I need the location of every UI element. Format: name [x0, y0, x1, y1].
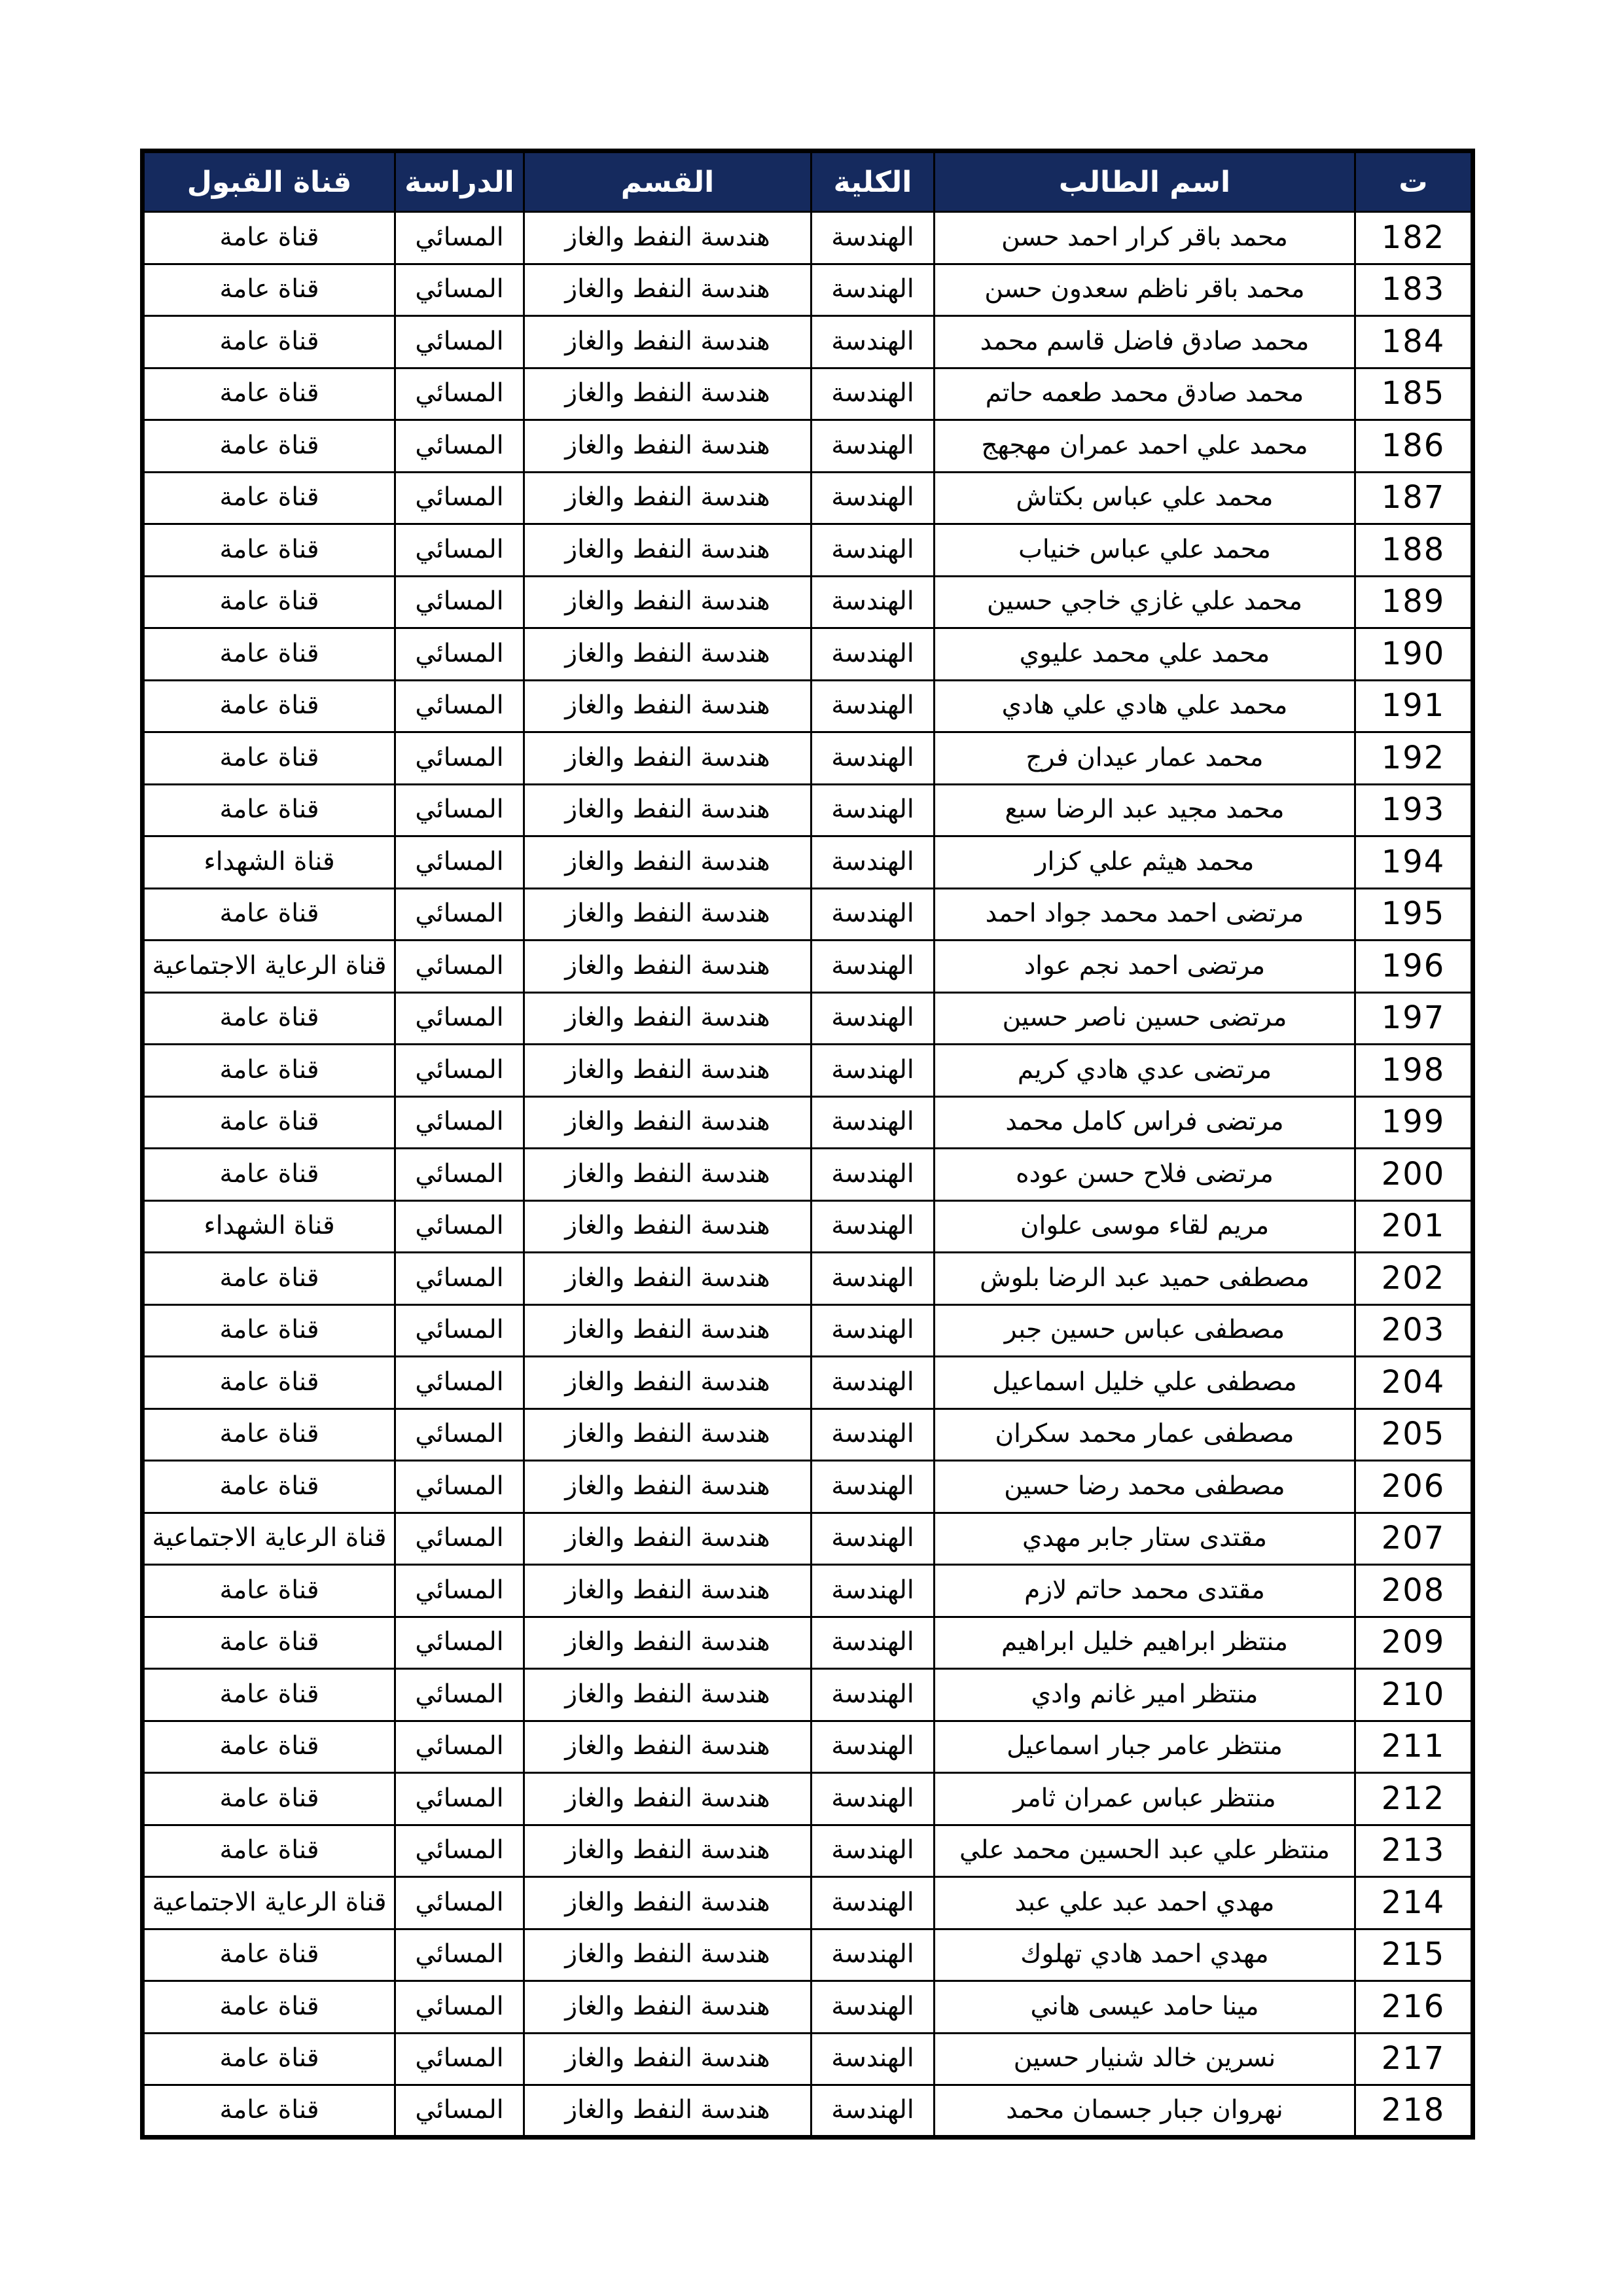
cell-admission-channel: قناة عامة	[143, 1669, 395, 1721]
cell-study: المسائي	[395, 472, 524, 524]
table-row	[143, 888, 1473, 941]
table-row	[143, 1253, 1473, 1305]
cell-department: هندسة النفط والغاز	[524, 1357, 812, 1409]
header-cell-department: القسم	[524, 151, 812, 212]
cell-no: 182	[1355, 212, 1473, 264]
cell-student-name: مهدي احمد هادي تهلوك	[935, 1929, 1355, 1981]
cell-college: الهندسة	[812, 992, 935, 1045]
cell-student-name: محمد علي عباس بكتاش	[935, 472, 1355, 524]
cell-student-name: مرتضى عدي هادي كريم	[935, 1045, 1355, 1097]
cell-study: المسائي	[395, 212, 524, 264]
cell-study: المسائي	[395, 1096, 524, 1149]
cell-no: 205	[1355, 1408, 1473, 1461]
cell-admission-channel: قناة عامة	[143, 1357, 395, 1409]
table-row	[143, 1200, 1473, 1253]
cell-no: 204	[1355, 1357, 1473, 1409]
header-cell-study: الدراسة	[395, 151, 524, 212]
cell-admission-channel: قناة عامة	[143, 368, 395, 420]
cell-no: 192	[1355, 732, 1473, 785]
cell-study: المسائي	[395, 524, 524, 577]
cell-department: هندسة النفط والغاز	[524, 1773, 812, 1825]
header-cell-college: الكلية	[812, 151, 935, 212]
cell-department: هندسة النفط والغاز	[524, 1877, 812, 1929]
cell-no: 214	[1355, 1877, 1473, 1929]
cell-college: الهندسة	[812, 888, 935, 941]
cell-department: هندسة النفط والغاز	[524, 212, 812, 264]
cell-college: الهندسة	[812, 1669, 935, 1721]
cell-department: هندسة النفط والغاز	[524, 1461, 812, 1513]
table-row	[143, 1825, 1473, 1877]
cell-student-name: محمد علي غازي خاجي حسين	[935, 576, 1355, 628]
table-row	[143, 1149, 1473, 1201]
table-row	[143, 1617, 1473, 1669]
table-row	[143, 420, 1473, 473]
cell-department: هندسة النفط والغاز	[524, 1617, 812, 1669]
cell-study: المسائي	[395, 1825, 524, 1877]
table-row	[143, 472, 1473, 524]
cell-no: 200	[1355, 1149, 1473, 1201]
cell-department: هندسة النفط والغاز	[524, 836, 812, 889]
table-row	[143, 368, 1473, 420]
cell-department: هندسة النفط والغاز	[524, 420, 812, 473]
table-row	[143, 1408, 1473, 1461]
table-row	[143, 2033, 1473, 2085]
cell-no: 207	[1355, 1513, 1473, 1565]
cell-admission-channel: قناة عامة	[143, 420, 395, 473]
cell-admission-channel: قناة الرعاية الاجتماعية	[143, 941, 395, 993]
cell-study: المسائي	[395, 1357, 524, 1409]
cell-student-name: محمد عمار عيدان فرج	[935, 732, 1355, 785]
cell-student-name: مصطفى محمد رضا حسين	[935, 1461, 1355, 1513]
cell-student-name: محمد علي عباس خنياب	[935, 524, 1355, 577]
cell-admission-channel: قناة عامة	[143, 1461, 395, 1513]
cell-college: الهندسة	[812, 1408, 935, 1461]
cell-student-name: مرتضى احمد نجم عواد	[935, 941, 1355, 993]
cell-department: هندسة النفط والغاز	[524, 1253, 812, 1305]
cell-student-name: مصطفى عباس حسين جبر	[935, 1304, 1355, 1357]
table-row	[143, 212, 1473, 264]
cell-student-name: نسرين خالد شنيار حسين	[935, 2033, 1355, 2085]
cell-no: 216	[1355, 1981, 1473, 2034]
cell-admission-channel: قناة عامة	[143, 628, 395, 681]
table-row	[143, 316, 1473, 368]
cell-study: المسائي	[395, 1304, 524, 1357]
cell-department: هندسة النفط والغاز	[524, 992, 812, 1045]
cell-no: 193	[1355, 784, 1473, 836]
table-row	[143, 1929, 1473, 1981]
table-row	[143, 1981, 1473, 2034]
cell-college: الهندسة	[812, 576, 935, 628]
cell-department: هندسة النفط والغاز	[524, 1721, 812, 1773]
admission-roster-table	[140, 149, 1475, 2140]
cell-college: الهندسة	[812, 1253, 935, 1305]
cell-no: 206	[1355, 1461, 1473, 1513]
cell-admission-channel: قناة عامة	[143, 1253, 395, 1305]
cell-student-name: مصطفى حميد عبد الرضا بلوش	[935, 1253, 1355, 1305]
cell-college: الهندسة	[812, 316, 935, 368]
cell-no: 186	[1355, 420, 1473, 473]
cell-department: هندسة النفط والغاز	[524, 472, 812, 524]
cell-no: 184	[1355, 316, 1473, 368]
cell-study: المسائي	[395, 1200, 524, 1253]
table-row	[143, 1357, 1473, 1409]
cell-student-name: محمد هيثم علي كزار	[935, 836, 1355, 889]
header-cell-no: ت	[1355, 151, 1473, 212]
cell-college: الهندسة	[812, 1461, 935, 1513]
cell-admission-channel: قناة عامة	[143, 576, 395, 628]
cell-no: 183	[1355, 264, 1473, 316]
cell-no: 218	[1355, 2085, 1473, 2138]
cell-study: المسائي	[395, 1513, 524, 1565]
cell-study: المسائي	[395, 1253, 524, 1305]
cell-student-name: منتظر عامر جبار اسماعيل	[935, 1721, 1355, 1773]
cell-admission-channel: قناة عامة	[143, 888, 395, 941]
cell-admission-channel: قناة الشهداء	[143, 836, 395, 889]
cell-department: هندسة النفط والغاز	[524, 1981, 812, 2034]
table-header-row	[143, 151, 1473, 212]
cell-admission-channel: قناة عامة	[143, 1981, 395, 2034]
cell-student-name: محمد باقر ناظم سعدون حسن	[935, 264, 1355, 316]
table-row	[143, 2085, 1473, 2138]
cell-no: 212	[1355, 1773, 1473, 1825]
cell-admission-channel: قناة عامة	[143, 680, 395, 732]
cell-study: المسائي	[395, 1721, 524, 1773]
cell-no: 187	[1355, 472, 1473, 524]
cell-college: الهندسة	[812, 784, 935, 836]
cell-student-name: مصطفى علي خليل اسماعيل	[935, 1357, 1355, 1409]
table-row	[143, 1304, 1473, 1357]
cell-no: 196	[1355, 941, 1473, 993]
cell-no: 215	[1355, 1929, 1473, 1981]
header-cell-student-name: اسم الطالب	[935, 151, 1355, 212]
cell-college: الهندسة	[812, 2085, 935, 2138]
cell-no: 217	[1355, 2033, 1473, 2085]
cell-college: الهندسة	[812, 1045, 935, 1097]
cell-college: الهندسة	[812, 1149, 935, 1201]
cell-study: المسائي	[395, 1565, 524, 1617]
cell-student-name: مقتدى ستار جابر مهدي	[935, 1513, 1355, 1565]
cell-college: الهندسة	[812, 1513, 935, 1565]
cell-study: المسائي	[395, 680, 524, 732]
cell-admission-channel: قناة عامة	[143, 1825, 395, 1877]
cell-study: المسائي	[395, 1981, 524, 2034]
cell-college: الهندسة	[812, 524, 935, 577]
cell-student-name: مرتضى فلاح حسن عوده	[935, 1149, 1355, 1201]
cell-department: هندسة النفط والغاز	[524, 1825, 812, 1877]
cell-department: هندسة النفط والغاز	[524, 1408, 812, 1461]
table-row	[143, 1513, 1473, 1565]
cell-department: هندسة النفط والغاز	[524, 576, 812, 628]
table-row	[143, 1721, 1473, 1773]
cell-admission-channel: قناة عامة	[143, 212, 395, 264]
cell-admission-channel: قناة عامة	[143, 732, 395, 785]
cell-student-name: نهروان جبار جسمان محمد	[935, 2085, 1355, 2138]
cell-college: الهندسة	[812, 264, 935, 316]
table-row	[143, 1565, 1473, 1617]
cell-college: الهندسة	[812, 1721, 935, 1773]
cell-student-name: محمد علي احمد عمران مهجهج	[935, 420, 1355, 473]
cell-admission-channel: قناة عامة	[143, 1721, 395, 1773]
cell-admission-channel: قناة عامة	[143, 1773, 395, 1825]
cell-study: المسائي	[395, 1669, 524, 1721]
cell-study: المسائي	[395, 2085, 524, 2138]
cell-study: المسائي	[395, 1461, 524, 1513]
cell-department: هندسة النفط والغاز	[524, 264, 812, 316]
cell-no: 188	[1355, 524, 1473, 577]
cell-no: 203	[1355, 1304, 1473, 1357]
cell-admission-channel: قناة عامة	[143, 1565, 395, 1617]
cell-department: هندسة النفط والغاز	[524, 1565, 812, 1617]
cell-study: المسائي	[395, 1149, 524, 1201]
cell-study: المسائي	[395, 784, 524, 836]
cell-study: المسائي	[395, 2033, 524, 2085]
cell-student-name: محمد علي محمد عليوي	[935, 628, 1355, 681]
cell-student-name: محمد علي هادي علي هادي	[935, 680, 1355, 732]
cell-no: 194	[1355, 836, 1473, 889]
cell-department: هندسة النفط والغاز	[524, 680, 812, 732]
cell-study: المسائي	[395, 1408, 524, 1461]
table-row	[143, 628, 1473, 681]
cell-student-name: مرتضى حسين ناصر حسين	[935, 992, 1355, 1045]
cell-college: الهندسة	[812, 472, 935, 524]
cell-student-name: محمد صادق فاضل قاسم محمد	[935, 316, 1355, 368]
cell-department: هندسة النفط والغاز	[524, 368, 812, 420]
cell-student-name: محمد مجيد عبد الرضا سبع	[935, 784, 1355, 836]
cell-no: 190	[1355, 628, 1473, 681]
cell-department: هندسة النفط والغاز	[524, 1096, 812, 1149]
cell-no: 211	[1355, 1721, 1473, 1773]
cell-study: المسائي	[395, 264, 524, 316]
table-row	[143, 992, 1473, 1045]
cell-no: 197	[1355, 992, 1473, 1045]
cell-college: الهندسة	[812, 1773, 935, 1825]
cell-study: المسائي	[395, 888, 524, 941]
cell-admission-channel: قناة عامة	[143, 1929, 395, 1981]
cell-student-name: محمد باقر كرار احمد حسن	[935, 212, 1355, 264]
cell-college: الهندسة	[812, 1981, 935, 2034]
cell-college: الهندسة	[812, 1565, 935, 1617]
cell-college: الهندسة	[812, 628, 935, 681]
cell-college: الهندسة	[812, 1877, 935, 1929]
cell-department: هندسة النفط والغاز	[524, 888, 812, 941]
cell-college: الهندسة	[812, 1929, 935, 1981]
table-row	[143, 264, 1473, 316]
table-row	[143, 941, 1473, 993]
cell-student-name: مريم لقاء موسى علوان	[935, 1200, 1355, 1253]
cell-college: الهندسة	[812, 1304, 935, 1357]
cell-study: المسائي	[395, 1617, 524, 1669]
cell-no: 201	[1355, 1200, 1473, 1253]
cell-study: المسائي	[395, 1045, 524, 1097]
cell-admission-channel: قناة عامة	[143, 316, 395, 368]
cell-no: 208	[1355, 1565, 1473, 1617]
cell-no: 213	[1355, 1825, 1473, 1877]
cell-department: هندسة النفط والغاز	[524, 732, 812, 785]
cell-study: المسائي	[395, 1929, 524, 1981]
cell-student-name: منتظر علي عبد الحسين محمد علي	[935, 1825, 1355, 1877]
table-row	[143, 732, 1473, 785]
cell-student-name: مصطفى عمار محمد سكران	[935, 1408, 1355, 1461]
cell-study: المسائي	[395, 992, 524, 1045]
cell-admission-channel: قناة الشهداء	[143, 1200, 395, 1253]
cell-department: هندسة النفط والغاز	[524, 2085, 812, 2138]
cell-college: الهندسة	[812, 212, 935, 264]
cell-admission-channel: قناة الرعاية الاجتماعية	[143, 1877, 395, 1929]
cell-college: الهندسة	[812, 1096, 935, 1149]
cell-admission-channel: قناة عامة	[143, 2033, 395, 2085]
cell-no: 189	[1355, 576, 1473, 628]
cell-department: هندسة النفط والغاز	[524, 1200, 812, 1253]
cell-admission-channel: قناة عامة	[143, 1149, 395, 1201]
cell-department: هندسة النفط والغاز	[524, 2033, 812, 2085]
cell-no: 198	[1355, 1045, 1473, 1097]
cell-admission-channel: قناة عامة	[143, 992, 395, 1045]
cell-study: المسائي	[395, 420, 524, 473]
cell-department: هندسة النفط والغاز	[524, 1045, 812, 1097]
cell-admission-channel: قناة عامة	[143, 784, 395, 836]
cell-study: المسائي	[395, 941, 524, 993]
cell-college: الهندسة	[812, 1825, 935, 1877]
cell-student-name: مقتدى محمد حاتم لازم	[935, 1565, 1355, 1617]
table-row	[143, 784, 1473, 836]
cell-student-name: محمد صادق محمد طعمه حاتم	[935, 368, 1355, 420]
cell-college: الهندسة	[812, 836, 935, 889]
table-row	[143, 524, 1473, 577]
cell-study: المسائي	[395, 732, 524, 785]
table-row	[143, 1877, 1473, 1929]
cell-study: المسائي	[395, 836, 524, 889]
cell-no: 191	[1355, 680, 1473, 732]
cell-department: هندسة النفط والغاز	[524, 1929, 812, 1981]
cell-department: هندسة النفط والغاز	[524, 1669, 812, 1721]
table-row	[143, 1045, 1473, 1097]
cell-no: 199	[1355, 1096, 1473, 1149]
table-row	[143, 1461, 1473, 1513]
cell-department: هندسة النفط والغاز	[524, 316, 812, 368]
table-row	[143, 576, 1473, 628]
cell-college: الهندسة	[812, 2033, 935, 2085]
cell-student-name: منتظر ابراهيم خليل ابراهيم	[935, 1617, 1355, 1669]
cell-admission-channel: قناة الرعاية الاجتماعية	[143, 1513, 395, 1565]
cell-admission-channel: قناة عامة	[143, 1045, 395, 1097]
cell-study: المسائي	[395, 576, 524, 628]
cell-no: 185	[1355, 368, 1473, 420]
cell-no: 210	[1355, 1669, 1473, 1721]
header-cell-admission-channel: قناة القبول	[143, 151, 395, 212]
cell-department: هندسة النفط والغاز	[524, 1149, 812, 1201]
cell-department: هندسة النفط والغاز	[524, 628, 812, 681]
table-row	[143, 680, 1473, 732]
cell-study: المسائي	[395, 1877, 524, 1929]
cell-admission-channel: قناة عامة	[143, 1304, 395, 1357]
cell-department: هندسة النفط والغاز	[524, 524, 812, 577]
cell-admission-channel: قناة عامة	[143, 1617, 395, 1669]
table-row	[143, 1669, 1473, 1721]
cell-no: 195	[1355, 888, 1473, 941]
cell-college: الهندسة	[812, 1200, 935, 1253]
cell-student-name: مرتضى احمد محمد جواد احمد	[935, 888, 1355, 941]
cell-student-name: منتظر امير غانم وادي	[935, 1669, 1355, 1721]
cell-study: المسائي	[395, 316, 524, 368]
cell-admission-channel: قناة عامة	[143, 472, 395, 524]
cell-admission-channel: قناة عامة	[143, 1408, 395, 1461]
cell-admission-channel: قناة عامة	[143, 524, 395, 577]
cell-study: المسائي	[395, 628, 524, 681]
cell-department: هندسة النفط والغاز	[524, 941, 812, 993]
cell-admission-channel: قناة عامة	[143, 1096, 395, 1149]
table-row	[143, 1773, 1473, 1825]
cell-department: هندسة النفط والغاز	[524, 784, 812, 836]
cell-no: 202	[1355, 1253, 1473, 1305]
cell-college: الهندسة	[812, 1357, 935, 1409]
cell-admission-channel: قناة عامة	[143, 2085, 395, 2138]
cell-college: الهندسة	[812, 680, 935, 732]
cell-study: المسائي	[395, 368, 524, 420]
cell-study: المسائي	[395, 1773, 524, 1825]
cell-student-name: منتظر عباس عمران ثامر	[935, 1773, 1355, 1825]
cell-no: 209	[1355, 1617, 1473, 1669]
table-row	[143, 836, 1473, 889]
cell-college: الهندسة	[812, 1617, 935, 1669]
cell-admission-channel: قناة عامة	[143, 264, 395, 316]
cell-department: هندسة النفط والغاز	[524, 1304, 812, 1357]
cell-student-name: مهدي احمد عبد علي عبد	[935, 1877, 1355, 1929]
cell-college: الهندسة	[812, 941, 935, 993]
cell-college: الهندسة	[812, 420, 935, 473]
cell-department: هندسة النفط والغاز	[524, 1513, 812, 1565]
cell-college: الهندسة	[812, 368, 935, 420]
cell-student-name: مينا حامد عيسى هاني	[935, 1981, 1355, 2034]
table-row	[143, 1096, 1473, 1149]
cell-student-name: مرتضى فراس كامل محمد	[935, 1096, 1355, 1149]
table-body	[143, 212, 1473, 2138]
cell-college: الهندسة	[812, 732, 935, 785]
